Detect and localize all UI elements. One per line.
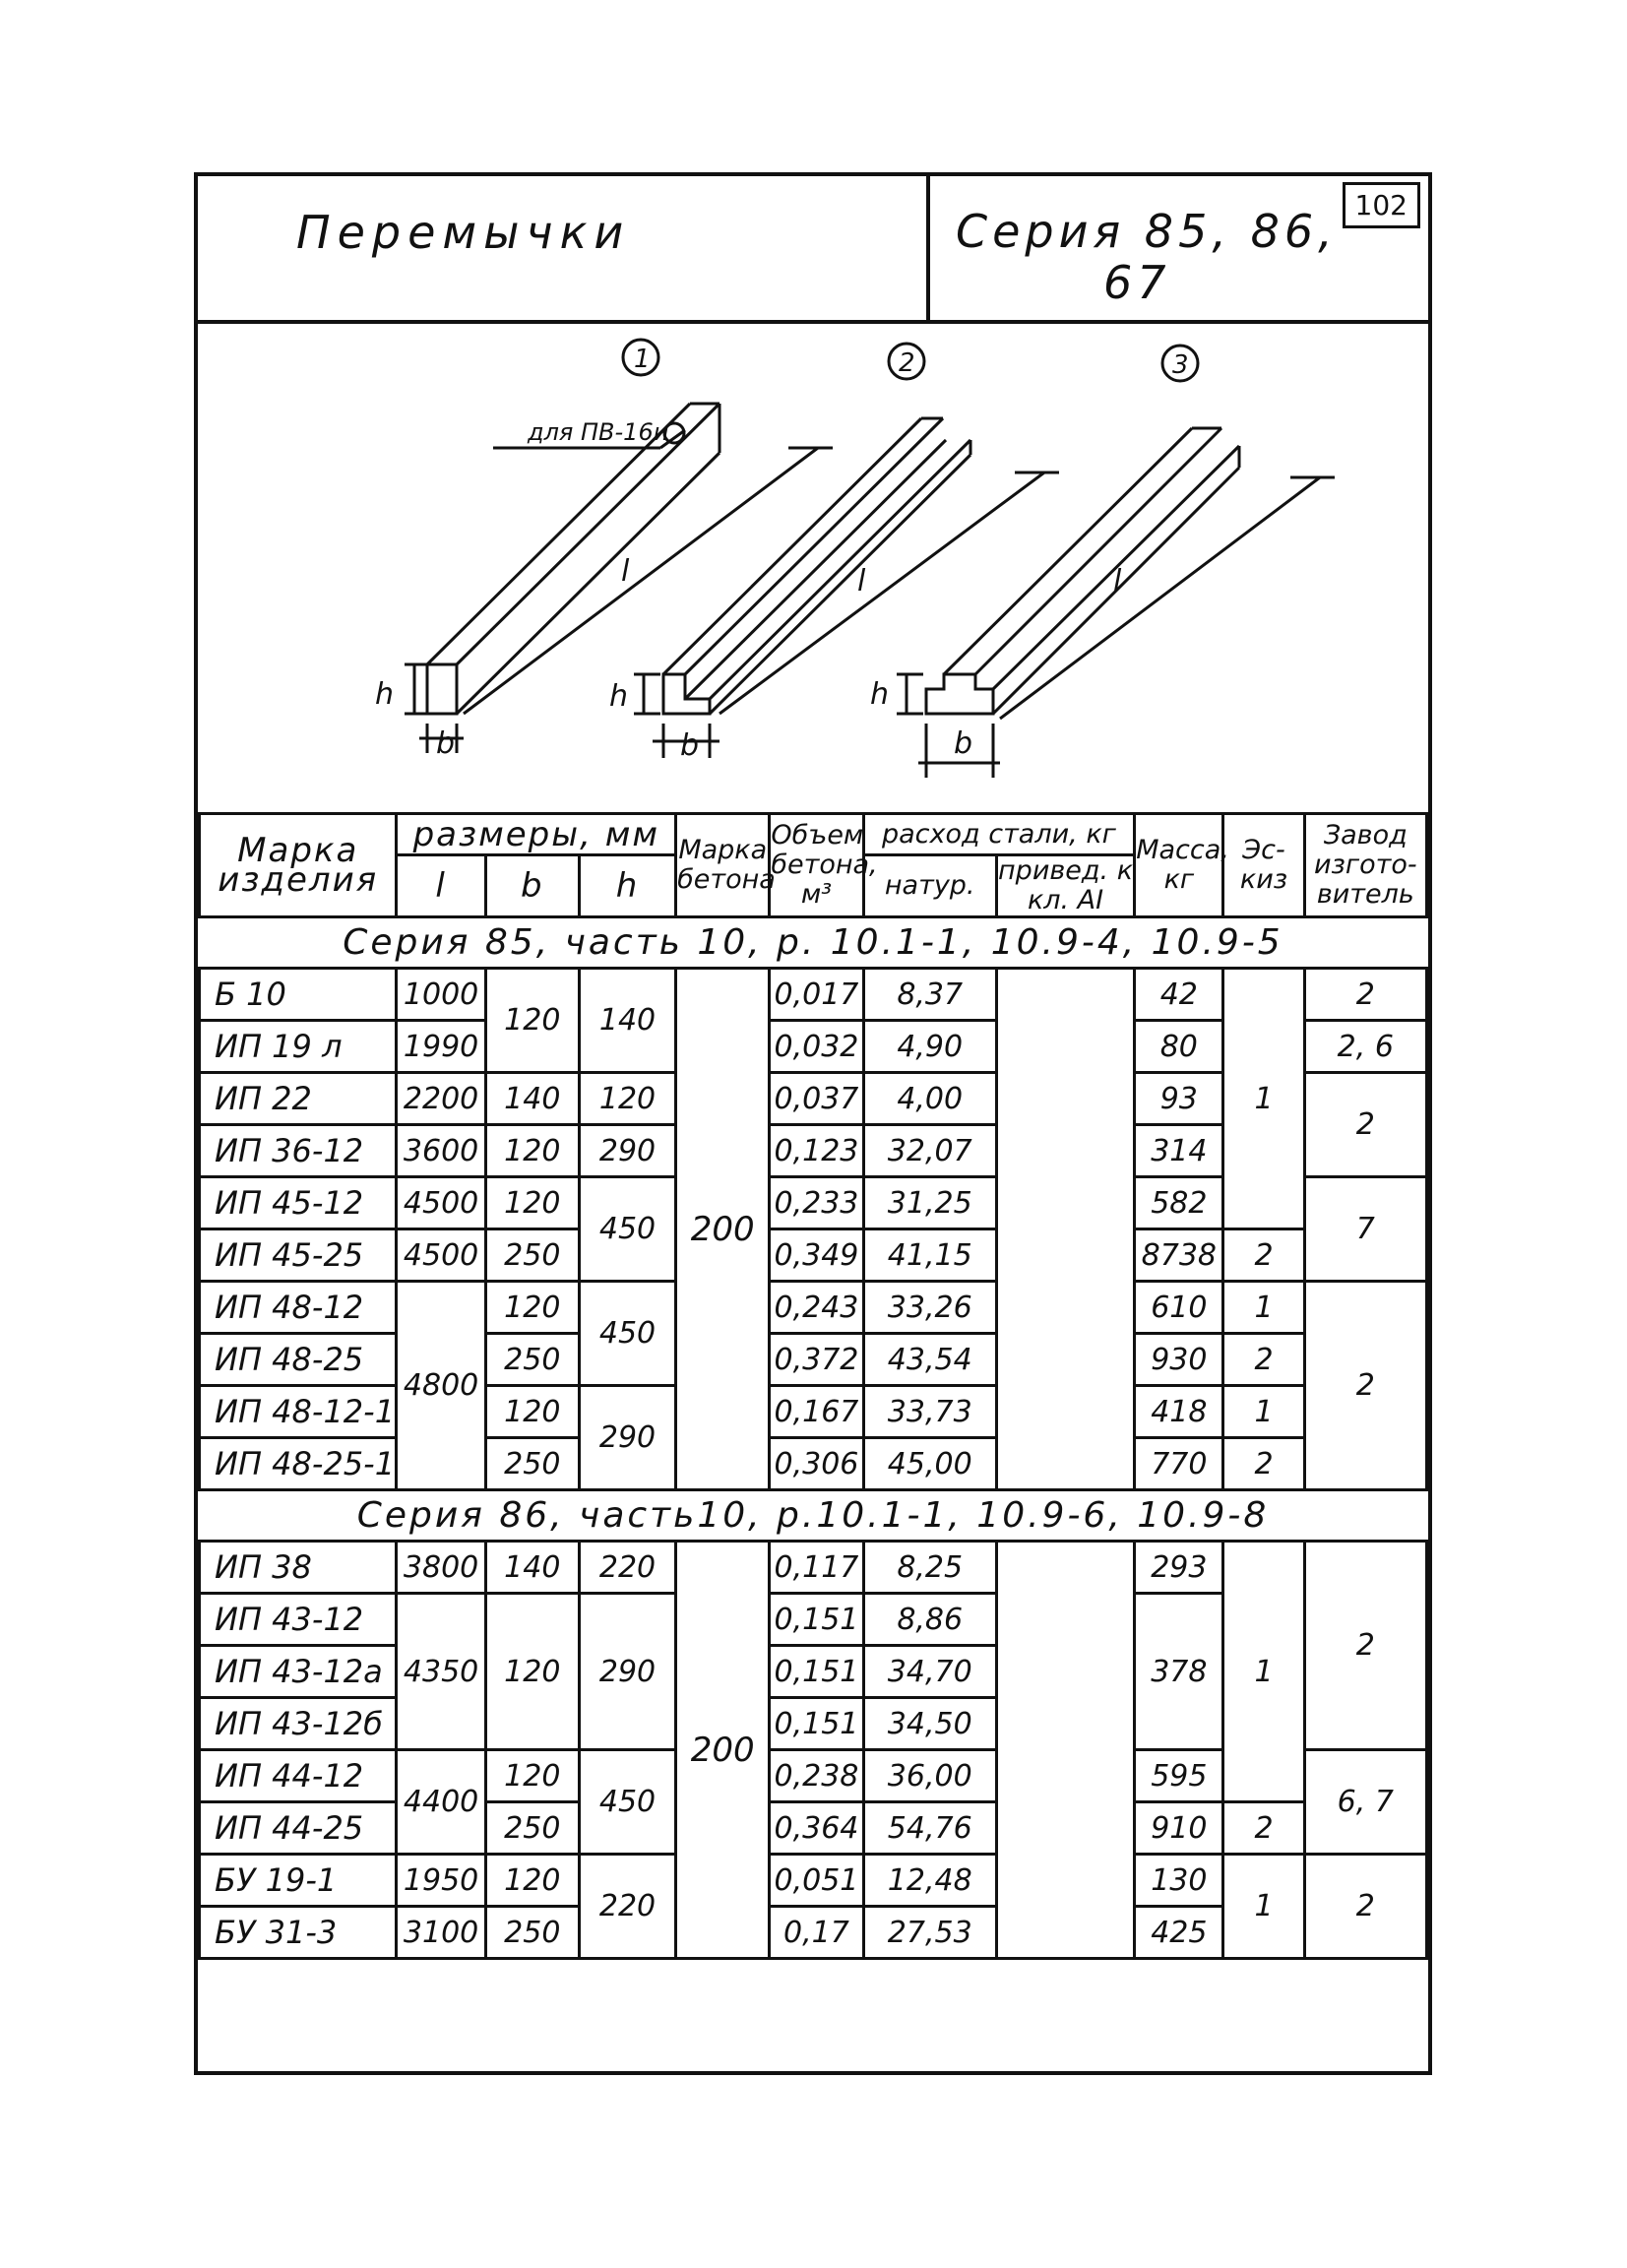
cell-plant: 2 bbox=[1304, 969, 1426, 1021]
cell-sketch: 2 bbox=[1223, 1438, 1304, 1490]
cell-l: 1990 bbox=[397, 1021, 485, 1073]
cell-mass: 418 bbox=[1135, 1386, 1223, 1438]
cell-sketch: 2 bbox=[1223, 1229, 1304, 1282]
cell-mass: 770 bbox=[1135, 1438, 1223, 1490]
cell-sketch: 2 bbox=[1223, 1802, 1304, 1855]
cell-mass: 595 bbox=[1135, 1750, 1223, 1802]
cell-conc: 200 bbox=[676, 1542, 770, 1959]
cell-mark: БУ 31-3 bbox=[200, 1907, 397, 1959]
cell-mass: 80 bbox=[1135, 1021, 1223, 1073]
cell-mass: 42 bbox=[1135, 969, 1223, 1021]
cell-l: 2200 bbox=[397, 1073, 485, 1125]
cell-steel: 54,76 bbox=[863, 1802, 996, 1855]
cell-mark: ИП 43-12 bbox=[200, 1594, 397, 1646]
cell-vol: 0,167 bbox=[770, 1386, 863, 1438]
table-row bbox=[200, 1386, 1427, 1438]
cell-h: 290 bbox=[579, 1125, 675, 1177]
table-row bbox=[200, 1438, 1427, 1490]
cell-vol: 0,037 bbox=[770, 1073, 863, 1125]
cell-h: 220 bbox=[579, 1855, 675, 1959]
cell-steel: 41,15 bbox=[863, 1229, 996, 1282]
cell-conc: 200 bbox=[676, 969, 770, 1490]
cell-vol: 0,032 bbox=[770, 1021, 863, 1073]
dim-l-2: l bbox=[857, 564, 866, 598]
cell-l: 3100 bbox=[397, 1907, 485, 1959]
cell-mass: 130 bbox=[1135, 1855, 1223, 1907]
header-concrete: Марка бетона bbox=[676, 814, 770, 917]
lintel-sketches bbox=[198, 320, 1428, 812]
cell-mark: ИП 43-12б bbox=[200, 1698, 397, 1750]
cell-steel: 34,70 bbox=[863, 1646, 996, 1698]
cell-b: 250 bbox=[485, 1907, 579, 1959]
cell-mass: 293 bbox=[1135, 1542, 1223, 1594]
cell-l: 3800 bbox=[397, 1542, 485, 1594]
cell-plant: 2 bbox=[1304, 1073, 1426, 1177]
cell-steel: 4,90 bbox=[863, 1021, 996, 1073]
table-row bbox=[200, 1334, 1427, 1386]
cell-vol: 0,372 bbox=[770, 1334, 863, 1386]
cell-l: 1950 bbox=[397, 1855, 485, 1907]
cell-mark: ИП 48-12 bbox=[200, 1282, 397, 1334]
cell-vol: 0,017 bbox=[770, 969, 863, 1021]
table-row bbox=[200, 1282, 1427, 1334]
specification-table bbox=[198, 812, 1428, 2014]
cell-l: 4500 bbox=[397, 1177, 485, 1229]
cell-mass: 8738 bbox=[1135, 1229, 1223, 1282]
cell-h: 450 bbox=[579, 1177, 675, 1282]
table-row bbox=[200, 1542, 1427, 1594]
cell-mark: ИП 48-12-1 bbox=[200, 1386, 397, 1438]
cell-steel: 31,25 bbox=[863, 1177, 996, 1229]
cell-mark: ИП 36-12 bbox=[200, 1125, 397, 1177]
header-dims: размеры, мм bbox=[397, 814, 676, 855]
cell-l: 1000 bbox=[397, 969, 485, 1021]
cell-vol: 0,123 bbox=[770, 1125, 863, 1177]
cell-plant: 2 bbox=[1304, 1282, 1426, 1490]
cell-steelRed bbox=[996, 969, 1134, 1490]
cell-plant: 2 bbox=[1304, 1855, 1426, 1959]
dim-b-2: b bbox=[680, 728, 700, 763]
drawing-sheet bbox=[194, 172, 1432, 2075]
cell-mark: ИП 44-12 bbox=[200, 1750, 397, 1802]
cell-mark: ИП 48-25-1 bbox=[200, 1438, 397, 1490]
cell-steel: 33,73 bbox=[863, 1386, 996, 1438]
cell-h: 140 bbox=[579, 969, 675, 1073]
cell-steel: 33,26 bbox=[863, 1282, 996, 1334]
title-divider bbox=[926, 176, 930, 320]
cell-steel: 27,53 bbox=[863, 1907, 996, 1959]
cell-mark: ИП 38 bbox=[200, 1542, 397, 1594]
header-l: l bbox=[397, 855, 485, 917]
cell-mark: ИП 45-12 bbox=[200, 1177, 397, 1229]
cell-steel: 8,37 bbox=[863, 969, 996, 1021]
series-label bbox=[956, 206, 1338, 308]
cell-steel: 8,86 bbox=[863, 1594, 996, 1646]
cell-l: 4350 bbox=[397, 1594, 485, 1750]
dim-b-3: b bbox=[954, 726, 973, 761]
figure-label-1: 1 bbox=[634, 345, 651, 374]
header-steel-reduced: привед. к кл. АI bbox=[998, 855, 1134, 915]
dim-h-1: h bbox=[375, 677, 395, 712]
cell-b: 120 bbox=[485, 1594, 579, 1750]
cell-h: 290 bbox=[579, 1594, 675, 1750]
header-b: b bbox=[485, 855, 579, 917]
cell-sketch: 1 bbox=[1223, 1855, 1304, 1959]
cell-mass: 930 bbox=[1135, 1334, 1223, 1386]
header-mark: Марка изделия bbox=[200, 814, 397, 917]
cell-steelRed bbox=[996, 1542, 1134, 1959]
cell-steel: 34,50 bbox=[863, 1698, 996, 1750]
figure-label-3: 3 bbox=[1172, 350, 1189, 380]
cell-l: 4400 bbox=[397, 1750, 485, 1855]
dim-l-1: l bbox=[621, 554, 630, 589]
cell-mass: 425 bbox=[1135, 1907, 1223, 1959]
cell-h: 450 bbox=[579, 1282, 675, 1386]
cell-steel: 12,48 bbox=[863, 1855, 996, 1907]
cell-h: 220 bbox=[579, 1542, 675, 1594]
section-1-rows bbox=[200, 969, 1427, 1490]
cell-mass: 378 bbox=[1135, 1594, 1223, 1750]
cell-vol: 0,17 bbox=[770, 1907, 863, 1959]
cell-steel: 32,07 bbox=[863, 1125, 996, 1177]
cell-sketch: 2 bbox=[1223, 1334, 1304, 1386]
cell-b: 250 bbox=[485, 1229, 579, 1282]
cell-l: 4800 bbox=[397, 1282, 485, 1490]
cell-sketch: 1 bbox=[1223, 1542, 1304, 1802]
cell-b: 120 bbox=[485, 1282, 579, 1334]
cell-steel: 45,00 bbox=[863, 1438, 996, 1490]
dim-b-1: b bbox=[436, 726, 456, 761]
cell-vol: 0,364 bbox=[770, 1802, 863, 1855]
cell-sketch: 1 bbox=[1223, 969, 1304, 1229]
cell-h: 290 bbox=[579, 1386, 675, 1490]
cell-vol: 0,051 bbox=[770, 1855, 863, 1907]
page-title: Перемычки bbox=[296, 206, 631, 259]
cell-b: 140 bbox=[485, 1542, 579, 1594]
cell-mark: ИП 45-25 bbox=[200, 1229, 397, 1282]
cell-mark: ИП 43-12а bbox=[200, 1646, 397, 1698]
header-steel-natural: натур. bbox=[863, 855, 996, 917]
cell-b: 120 bbox=[485, 1386, 579, 1438]
cell-mass: 910 bbox=[1135, 1802, 1223, 1855]
figure-label-2: 2 bbox=[899, 348, 915, 378]
cell-mass: 314 bbox=[1135, 1125, 1223, 1177]
cell-b: 120 bbox=[485, 1855, 579, 1907]
beam-3-sketch bbox=[897, 428, 1335, 778]
header-h: h bbox=[579, 855, 675, 917]
header-mass: Масса, кг bbox=[1135, 814, 1223, 917]
dim-h-2: h bbox=[609, 679, 629, 714]
cell-vol: 0,306 bbox=[770, 1438, 863, 1490]
cell-mark: Б 10 bbox=[200, 969, 397, 1021]
cell-plant: 6, 7 bbox=[1304, 1750, 1426, 1855]
beam-2-sketch bbox=[634, 418, 1059, 758]
cell-vol: 0,151 bbox=[770, 1698, 863, 1750]
cell-h: 120 bbox=[579, 1073, 675, 1125]
section-title-2: Серия 86, часть10, р.10.1-1, 10.9-6, 10.9-8 bbox=[200, 1490, 1427, 1542]
cell-steel: 8,25 bbox=[863, 1542, 996, 1594]
cell-vol: 0,117 bbox=[770, 1542, 863, 1594]
table-row bbox=[200, 1802, 1427, 1855]
cell-sketch: 1 bbox=[1223, 1386, 1304, 1438]
cell-b: 120 bbox=[485, 1177, 579, 1229]
series-line-1: Серия 85, 86, bbox=[956, 205, 1338, 258]
header-plant: Завод изгото-витель bbox=[1304, 814, 1426, 917]
cell-vol: 0,243 bbox=[770, 1282, 863, 1334]
cell-mass: 93 bbox=[1135, 1073, 1223, 1125]
cell-b: 120 bbox=[485, 1125, 579, 1177]
cell-plant: 2 bbox=[1304, 1542, 1426, 1750]
cell-mark: БУ 19-1 bbox=[200, 1855, 397, 1907]
cell-steel: 36,00 bbox=[863, 1750, 996, 1802]
cell-vol: 0,151 bbox=[770, 1646, 863, 1698]
cell-steel: 43,54 bbox=[863, 1334, 996, 1386]
cell-vol: 0,349 bbox=[770, 1229, 863, 1282]
cell-steel: 4,00 bbox=[863, 1073, 996, 1125]
dim-l-3: l bbox=[1113, 564, 1122, 598]
cell-sketch: 1 bbox=[1223, 1282, 1304, 1334]
cell-vol: 0,233 bbox=[770, 1177, 863, 1229]
section-2-rows bbox=[200, 1542, 1427, 1959]
cell-mark: ИП 44-25 bbox=[200, 1802, 397, 1855]
cell-b: 140 bbox=[485, 1073, 579, 1125]
page-number: 102 bbox=[1343, 182, 1420, 228]
cell-mass: 582 bbox=[1135, 1177, 1223, 1229]
table-row bbox=[200, 1229, 1427, 1282]
cell-mark: ИП 48-25 bbox=[200, 1334, 397, 1386]
note-label: для ПВ-16и bbox=[528, 418, 669, 446]
table-footer bbox=[200, 1959, 1427, 2014]
cell-mark: ИП 22 bbox=[200, 1073, 397, 1125]
header-volume: Объем бетона, м³ bbox=[770, 814, 863, 917]
cell-vol: 0,151 bbox=[770, 1594, 863, 1646]
header-sketch: Эс-киз bbox=[1223, 814, 1304, 917]
cell-mark: ИП 19 л bbox=[200, 1021, 397, 1073]
cell-b: 120 bbox=[485, 1750, 579, 1802]
cell-mass: 610 bbox=[1135, 1282, 1223, 1334]
cell-l: 3600 bbox=[397, 1125, 485, 1177]
header-steel: расход стали, кг bbox=[863, 814, 1135, 855]
table-row bbox=[200, 969, 1427, 1021]
title-block bbox=[198, 176, 1428, 324]
table-row bbox=[200, 1855, 1427, 1907]
series-line-2: 67 bbox=[1103, 256, 1171, 309]
cell-b: 120 bbox=[485, 969, 579, 1073]
cell-b: 250 bbox=[485, 1438, 579, 1490]
cell-plant: 2, 6 bbox=[1304, 1021, 1426, 1073]
cell-l: 4500 bbox=[397, 1229, 485, 1282]
cell-h: 450 bbox=[579, 1750, 675, 1855]
dim-h-3: h bbox=[870, 677, 890, 712]
cell-b: 250 bbox=[485, 1802, 579, 1855]
cell-vol: 0,238 bbox=[770, 1750, 863, 1802]
section-title-1: Серия 85, часть 10, р. 10.1-1, 10.9-4, 10.9-5 bbox=[200, 917, 1427, 969]
cell-b: 250 bbox=[485, 1334, 579, 1386]
cell-plant: 7 bbox=[1304, 1177, 1426, 1282]
lintel-drawing bbox=[198, 320, 1428, 812]
